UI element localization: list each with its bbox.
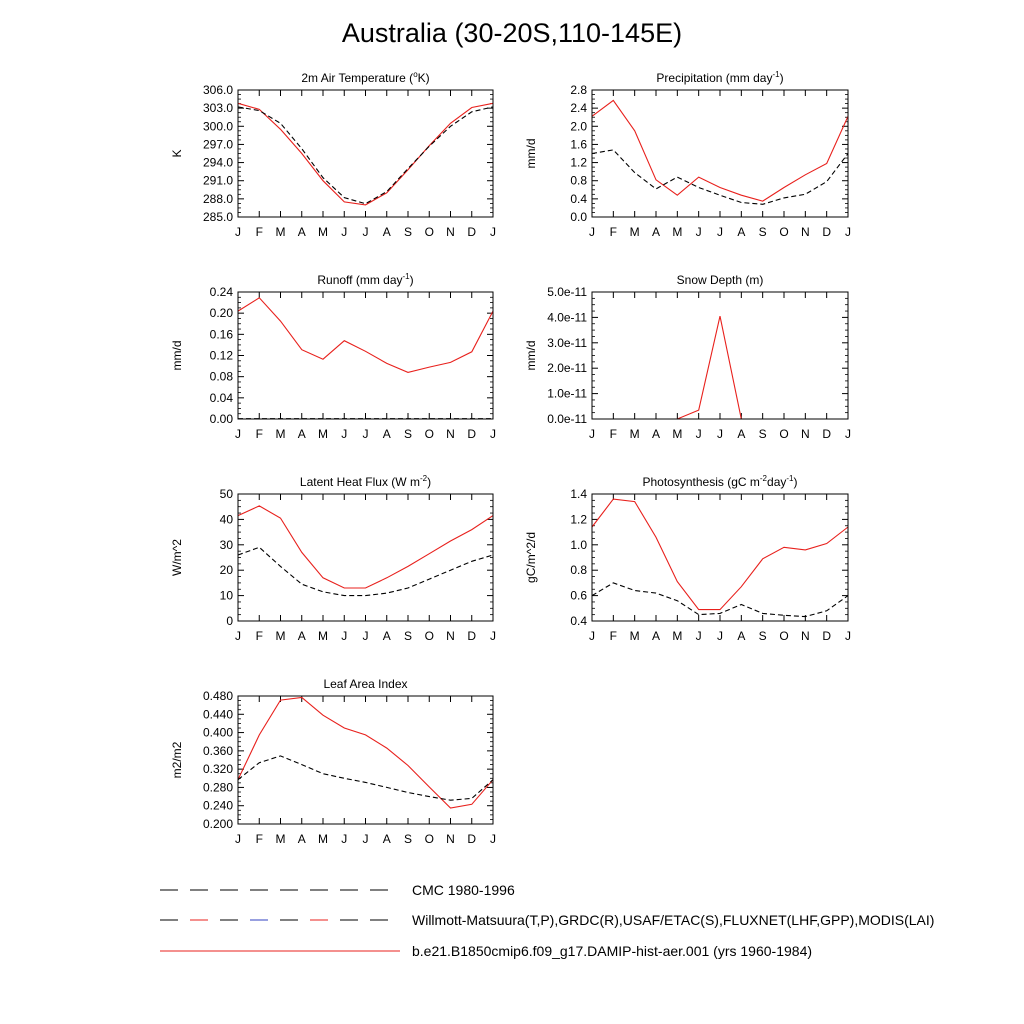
y-tick-label: 1.0 bbox=[570, 537, 587, 552]
y-tick-label: 3.0e-11 bbox=[547, 335, 587, 350]
x-tick-label: J bbox=[341, 629, 348, 643]
x-tick-label: J bbox=[235, 427, 241, 441]
x-tick-label: F bbox=[609, 225, 618, 239]
x-tick-label: J bbox=[341, 832, 348, 846]
obs-series-line bbox=[238, 756, 493, 800]
x-tick-label: S bbox=[403, 629, 413, 643]
y-tick-label: 2.8 bbox=[570, 83, 587, 97]
y-tick-label: 30 bbox=[219, 537, 233, 552]
x-tick-label: A bbox=[297, 832, 306, 846]
y-tick-label: 0.8 bbox=[570, 563, 587, 578]
x-tick-label: A bbox=[297, 629, 306, 643]
y-tick-label: 0.4 bbox=[570, 191, 587, 206]
y-tick-label: 0.4 bbox=[570, 614, 587, 628]
y-tick-label: 0.360 bbox=[202, 743, 233, 758]
x-tick-label: F bbox=[255, 427, 263, 441]
x-tick-label: O bbox=[424, 629, 434, 643]
x-tick-label: N bbox=[800, 427, 810, 441]
x-tick-label: D bbox=[467, 427, 477, 441]
page-title: Australia (30-20S,110-145E) bbox=[341, 18, 683, 48]
y-axis-label: W/m^2 bbox=[170, 539, 184, 576]
x-tick-label: J bbox=[695, 629, 702, 643]
x-tick-label: D bbox=[822, 629, 832, 643]
x-tick-label: M bbox=[275, 629, 286, 643]
x-tick-label: A bbox=[382, 629, 391, 643]
x-tick-label: J bbox=[695, 427, 702, 441]
y-tick-label: 0.12 bbox=[209, 348, 233, 363]
y-tick-label: 285.0 bbox=[202, 210, 233, 224]
chart-panel-2 bbox=[524, 70, 851, 239]
x-tick-label: N bbox=[446, 225, 455, 239]
chart-panel-5 bbox=[170, 474, 496, 643]
y-tick-label: 1.2 bbox=[570, 512, 587, 527]
x-tick-label: A bbox=[737, 427, 746, 441]
x-tick-label: A bbox=[737, 225, 746, 239]
x-tick-label: J bbox=[589, 629, 595, 643]
x-tick-label: J bbox=[845, 427, 851, 441]
legend bbox=[160, 882, 934, 959]
x-tick-label: N bbox=[446, 629, 455, 643]
chart-panel-7 bbox=[170, 677, 496, 846]
x-tick-label: N bbox=[800, 629, 810, 643]
x-tick-label: O bbox=[779, 225, 789, 239]
x-tick-label: M bbox=[629, 225, 640, 239]
y-tick-label: 291.0 bbox=[202, 173, 233, 188]
y-tick-label: 0.8 bbox=[570, 173, 587, 188]
y-tick-label: 20 bbox=[219, 563, 233, 578]
y-axis-label: mm/d bbox=[524, 340, 538, 371]
model-series-line bbox=[592, 499, 848, 609]
y-tick-label: 2.0 bbox=[570, 119, 587, 134]
x-tick-label: S bbox=[403, 225, 413, 239]
x-tick-label: O bbox=[424, 832, 434, 846]
x-tick-label: N bbox=[446, 832, 455, 846]
x-tick-label: J bbox=[362, 832, 369, 846]
y-tick-label: 0.320 bbox=[202, 762, 233, 777]
x-tick-label: M bbox=[629, 427, 640, 441]
x-tick-label: A bbox=[382, 832, 391, 846]
panel-title: Snow Depth (m) bbox=[676, 273, 764, 287]
y-tick-label: 0.16 bbox=[209, 327, 233, 342]
x-tick-label: J bbox=[362, 427, 369, 441]
x-tick-label: M bbox=[318, 629, 328, 643]
x-tick-label: M bbox=[672, 225, 683, 239]
obs-series-line bbox=[592, 583, 848, 617]
x-tick-label: J bbox=[845, 225, 851, 239]
legend-label: Willmott-Matsuura(T,P),GRDC(R),USAF/ETAC(S),FLUXNET(LHF,GPP),MODIS(LAI) bbox=[412, 912, 935, 928]
x-tick-label: S bbox=[758, 427, 767, 441]
x-tick-label: M bbox=[318, 832, 328, 846]
x-tick-label: A bbox=[382, 225, 391, 239]
chart-panel-6 bbox=[524, 474, 851, 643]
obs-series-line bbox=[238, 107, 493, 204]
x-tick-label: S bbox=[403, 427, 413, 441]
x-tick-label: O bbox=[779, 427, 789, 441]
x-tick-label: D bbox=[467, 832, 477, 846]
y-tick-label: 300.0 bbox=[202, 119, 233, 134]
x-tick-label: D bbox=[467, 225, 477, 239]
panel-title: Photosynthesis (gC $m^{-2}day^{-1}$) bbox=[642, 474, 798, 489]
legend-label: CMC 1980-1996 bbox=[412, 882, 515, 898]
x-tick-label: A bbox=[651, 629, 661, 643]
y-tick-label: 0.6 bbox=[570, 588, 587, 603]
x-tick-label: S bbox=[403, 832, 413, 846]
x-tick-label: D bbox=[822, 225, 832, 239]
plot-frame bbox=[238, 292, 493, 419]
x-tick-label: M bbox=[672, 629, 683, 643]
y-tick-label: 5.0e-11 bbox=[547, 285, 587, 299]
panel-title: 2m Air Temperature ($^o$K) bbox=[301, 70, 430, 85]
x-tick-label: J bbox=[845, 629, 851, 643]
x-tick-label: D bbox=[467, 629, 477, 643]
x-tick-label: J bbox=[490, 225, 496, 239]
obs-series-line bbox=[592, 150, 848, 204]
x-tick-label: A bbox=[297, 427, 306, 441]
plot-frame bbox=[592, 292, 848, 419]
x-tick-label: M bbox=[672, 427, 683, 441]
panel-title: Precipitation (mm day$^{-1}$) bbox=[656, 70, 784, 85]
y-tick-label: 1.0e-11 bbox=[547, 386, 587, 401]
x-tick-label: A bbox=[651, 427, 661, 441]
panel-title: Latent Heat Flux (W $m^{-2}$) bbox=[299, 474, 432, 489]
panel-title: Leaf Area Index bbox=[323, 677, 408, 691]
legend-item bbox=[160, 882, 515, 898]
x-tick-label: J bbox=[490, 629, 496, 643]
legend-item bbox=[160, 912, 934, 928]
plot-frame bbox=[238, 494, 493, 621]
x-tick-label: J bbox=[362, 629, 369, 643]
y-tick-label: 0.480 bbox=[202, 689, 233, 703]
y-axis-label: m2/m2 bbox=[170, 741, 184, 779]
model-series-line bbox=[238, 697, 493, 808]
y-tick-label: 303.0 bbox=[202, 101, 233, 116]
panel-title: Runoff (mm day$^{-1}$) bbox=[317, 272, 414, 287]
x-tick-label: A bbox=[382, 427, 391, 441]
x-tick-label: J bbox=[695, 225, 702, 239]
y-tick-label: 0.00 bbox=[209, 412, 233, 426]
x-tick-label: J bbox=[717, 629, 723, 643]
plot-frame bbox=[238, 696, 493, 824]
model-series-line bbox=[592, 100, 848, 201]
x-tick-label: J bbox=[490, 427, 496, 441]
y-tick-label: 0.440 bbox=[202, 707, 233, 722]
y-tick-label: 4.0e-11 bbox=[547, 310, 587, 325]
x-tick-label: M bbox=[275, 832, 286, 846]
x-tick-label: M bbox=[275, 225, 286, 239]
x-tick-label: M bbox=[318, 427, 328, 441]
x-tick-label: S bbox=[758, 225, 767, 239]
y-tick-label: 0.04 bbox=[209, 390, 233, 405]
y-tick-label: 0.0 bbox=[570, 210, 587, 224]
y-tick-label: 1.2 bbox=[570, 155, 587, 170]
y-axis-label: mm/d bbox=[170, 340, 184, 371]
x-tick-label: J bbox=[490, 832, 496, 846]
y-tick-label: 0 bbox=[226, 614, 233, 628]
plot-frame bbox=[592, 494, 848, 621]
y-tick-label: 0.20 bbox=[209, 306, 233, 321]
x-tick-label: A bbox=[297, 225, 306, 239]
chart-panel-1 bbox=[170, 70, 496, 239]
y-tick-label: 2.0e-11 bbox=[547, 361, 587, 376]
y-tick-label: 294.0 bbox=[202, 155, 233, 170]
x-tick-label: J bbox=[589, 225, 595, 239]
x-tick-label: O bbox=[424, 427, 434, 441]
x-tick-label: F bbox=[609, 629, 618, 643]
y-tick-label: 0.0e-11 bbox=[547, 412, 587, 426]
x-tick-label: J bbox=[717, 427, 723, 441]
y-tick-label: 1.6 bbox=[570, 137, 587, 152]
model-series-line bbox=[238, 506, 493, 588]
chart-panel-4 bbox=[524, 273, 851, 441]
y-tick-label: 288.0 bbox=[202, 191, 233, 206]
y-axis-label: mm/d bbox=[524, 138, 538, 169]
model-series-line bbox=[592, 316, 848, 419]
y-tick-label: 306.0 bbox=[202, 83, 233, 97]
chart-panel-3 bbox=[170, 272, 496, 441]
y-tick-label: 10 bbox=[219, 588, 233, 603]
model-series-line bbox=[238, 298, 493, 373]
y-tick-label: 0.200 bbox=[202, 817, 233, 831]
legend-label: b.e21.B1850cmip6.f09_g17.DAMIP-hist-aer.001 (yrs 1960-1984) bbox=[412, 943, 813, 959]
x-tick-label: S bbox=[758, 629, 767, 643]
x-tick-label: O bbox=[424, 225, 434, 239]
y-tick-label: 297.0 bbox=[202, 137, 233, 152]
x-tick-label: F bbox=[255, 832, 263, 846]
x-tick-label: D bbox=[822, 427, 832, 441]
x-tick-label: N bbox=[446, 427, 455, 441]
x-tick-label: J bbox=[341, 225, 348, 239]
x-tick-label: J bbox=[235, 832, 241, 846]
y-axis-label: K bbox=[170, 149, 184, 158]
x-tick-label: O bbox=[779, 629, 789, 643]
x-tick-label: F bbox=[255, 629, 263, 643]
y-tick-label: 0.400 bbox=[202, 725, 233, 740]
x-tick-label: A bbox=[651, 225, 661, 239]
y-tick-label: 0.280 bbox=[202, 780, 233, 795]
plot-frame bbox=[592, 90, 848, 217]
legend-item bbox=[160, 943, 812, 959]
x-tick-label: J bbox=[341, 427, 348, 441]
x-tick-label: J bbox=[717, 225, 723, 239]
x-tick-label: J bbox=[362, 225, 369, 239]
y-tick-label: 0.24 bbox=[209, 285, 233, 299]
x-tick-label: M bbox=[275, 427, 286, 441]
plot-frame bbox=[238, 90, 493, 217]
x-tick-label: M bbox=[318, 225, 328, 239]
model-series-line bbox=[238, 103, 493, 205]
x-tick-label: J bbox=[235, 629, 241, 643]
y-axis-label: gC/m^2/d bbox=[524, 532, 538, 583]
x-tick-label: A bbox=[737, 629, 746, 643]
x-tick-label: J bbox=[589, 427, 595, 441]
x-tick-label: M bbox=[629, 629, 640, 643]
y-tick-label: 0.08 bbox=[209, 369, 233, 384]
x-tick-label: F bbox=[255, 225, 263, 239]
y-tick-label: 0.240 bbox=[202, 798, 233, 813]
y-tick-label: 50 bbox=[219, 487, 233, 501]
x-tick-label: F bbox=[609, 427, 618, 441]
y-tick-label: 1.4 bbox=[570, 487, 587, 501]
x-tick-label: N bbox=[800, 225, 810, 239]
y-tick-label: 40 bbox=[219, 512, 233, 527]
y-tick-label: 2.4 bbox=[570, 101, 587, 116]
x-tick-label: J bbox=[235, 225, 241, 239]
